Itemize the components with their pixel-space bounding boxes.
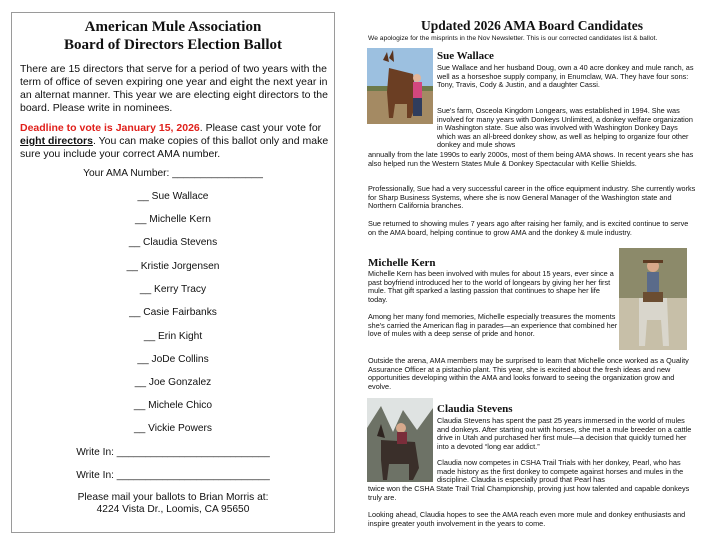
candidate-vickie-powers[interactable]: __ Vickie Powers xyxy=(134,423,212,434)
deadline-text: Deadline to vote is January 15, 2026 xyxy=(20,122,200,134)
claudia-bio-p3: Looking ahead, Claudia hopes to see the AMA reach even more mule and donkey enthusiasts and inspire greater youth involvement in the years to come. xyxy=(368,510,686,528)
claudia-stevens-name: Claudia Stevens xyxy=(437,403,513,415)
candidate-kristie-jorgensen[interactable]: __ Kristie Jorgensen xyxy=(126,261,220,272)
ballot-title-line1: American Mule Association xyxy=(84,19,262,35)
ballot-instructions: Deadline to vote is January 15, 2026. Please cast your vote for eight directors. You can make copies of this ballot only and make sure you include your correct AMA number. xyxy=(20,122,329,160)
ama-number-field[interactable]: Your AMA Number: ________________ xyxy=(83,168,263,179)
candidates-page-title: Updated 2026 AMA Board Candidates xyxy=(420,18,644,33)
mail-instructions-line2: 4224 Vista Dr., Loomis, CA 95650 xyxy=(96,504,250,515)
claudia-bio-p1: Claudia Stevens has spent the past 25 years immersed in the world of mules and donkeys. After starting out with horses, she met a mule breeder on a cattle drive in Utah and purchased her first mule—a decision that quickly turned her into a devoted “long ear addict.” xyxy=(437,416,692,451)
claudia-bio-p2a: Claudia now competes in CSHA Trail Trials with her donkey, Pearl, who has made history as the first donkey to compete against horses and mules in the discipline. Claudia is especially proud that Pearl has xyxy=(437,458,684,485)
apology-note: We apologize for the misprints in the Nov Newsletter. This is our corrected candidates list & ballot. xyxy=(368,35,658,42)
sue-wallace-photo xyxy=(367,48,433,124)
candidate-joe-gonzalez[interactable]: __ Joe Gonzalez xyxy=(134,377,212,388)
candidate-jode-collins[interactable]: __ JoDe Collins xyxy=(137,354,209,365)
write-in-field-1[interactable]: Write In: ___________________________ xyxy=(76,447,270,458)
sue-bio-p2a: Sue's farm, Osceola Kingdom Longears, was established in 1994. She was involved for many years with Donkeys Unlimited, a donkey welfare organization in Washington state. Sue also was involved with Washington Donkey Days which was an all-breed donkey show, as well as helping to organize four other donkey and mule shows xyxy=(437,106,693,150)
candidate-kerry-tracy[interactable]: __ Kerry Tracy xyxy=(139,284,207,295)
candidate-michelle-kern[interactable]: __ Michelle Kern xyxy=(135,214,211,225)
sue-bio-p2b: annually from the late 1990s to early 2000s, most of them being AMA shows. In recent years she has also helped run the Western States Mule & Donkey Spectacular with Kellie Shields. xyxy=(368,150,694,168)
michelle-bio-p3: Outside the arena, AMA members may be surprised to learn that Michelle once worked as a Quality Assurance Officer at a pistachio plant. This year, she is excited about the fresh ideas and new opportunities developing within the AMA and looks forward to seeing the organization grow and evolve. xyxy=(368,356,689,391)
michelle-bio-p1: Michelle Kern has been involved with mules for about 15 years, ever since a past boyfriend introduced her to the world of longears by giving her her first mule. That gift sparked a lasting passion that continues to shape her life today. xyxy=(368,269,614,304)
candidate-sue-wallace[interactable]: __ Sue Wallace xyxy=(137,191,209,202)
michelle-bio-p2: Among her many fond memories, Michelle especially treasures the moments she's carried the American flag in parades—an experience that combined her love of mules with a deep sense of pride and honor. xyxy=(368,312,618,339)
mail-instructions-line1: Please mail your ballots to Brian Morris at: xyxy=(77,492,269,503)
ballot-intro: There are 15 directors that serve for a period of two years with the term of office of seven expiring one year and eight the next year in an alternat manner. This year we are electing eight directors to the board. Please write in nominees. xyxy=(20,63,328,114)
ballot-panel xyxy=(11,12,335,533)
ballot-title-line2: Board of Directors Election Ballot xyxy=(63,37,283,53)
sue-bio-p1: Sue Wallace and her husband Doug, own a 40 acre donkey and mule ranch, as well as a horseshoe supply company, in Enumclaw, WA. They have four sons: Tony, Travis, Cody & Justin, and a daughter Cassi. xyxy=(437,63,694,90)
michelle-kern-name: Michelle Kern xyxy=(368,257,436,269)
sue-bio-p3: Professionally, Sue had a very successful career in the office equipment industry. She currently works for Sharp Business Systems, where she is now General Manager of the Washington state and Northern California branches. xyxy=(368,184,696,211)
eight-directors-text: eight directors xyxy=(20,135,93,147)
claudia-stevens-photo xyxy=(367,398,433,482)
candidates-panel xyxy=(360,0,704,544)
write-in-field-2[interactable]: Write In: ___________________________ xyxy=(76,470,270,481)
michelle-kern-photo xyxy=(619,248,687,350)
candidate-claudia-stevens[interactable]: __ Claudia Stevens xyxy=(128,237,218,248)
candidate-casie-fairbanks[interactable]: __ Casie Fairbanks xyxy=(129,307,217,318)
candidate-michele-chico[interactable]: __ Michele Chico xyxy=(133,400,213,411)
candidate-erin-kight[interactable]: __ Erin Kight xyxy=(143,331,203,342)
claudia-bio-p2b: twice won the CSHA State Trail Trial Championship, proving just how talented and capable donkeys truly are. xyxy=(368,484,690,502)
sue-bio-p4: Sue returned to showing mules 7 years ago after raising her family, and is excited continue to serve on the AMA board, helping continue to grow AMA and the donkey & mule industry. xyxy=(368,219,689,237)
sue-wallace-name: Sue Wallace xyxy=(437,50,494,62)
